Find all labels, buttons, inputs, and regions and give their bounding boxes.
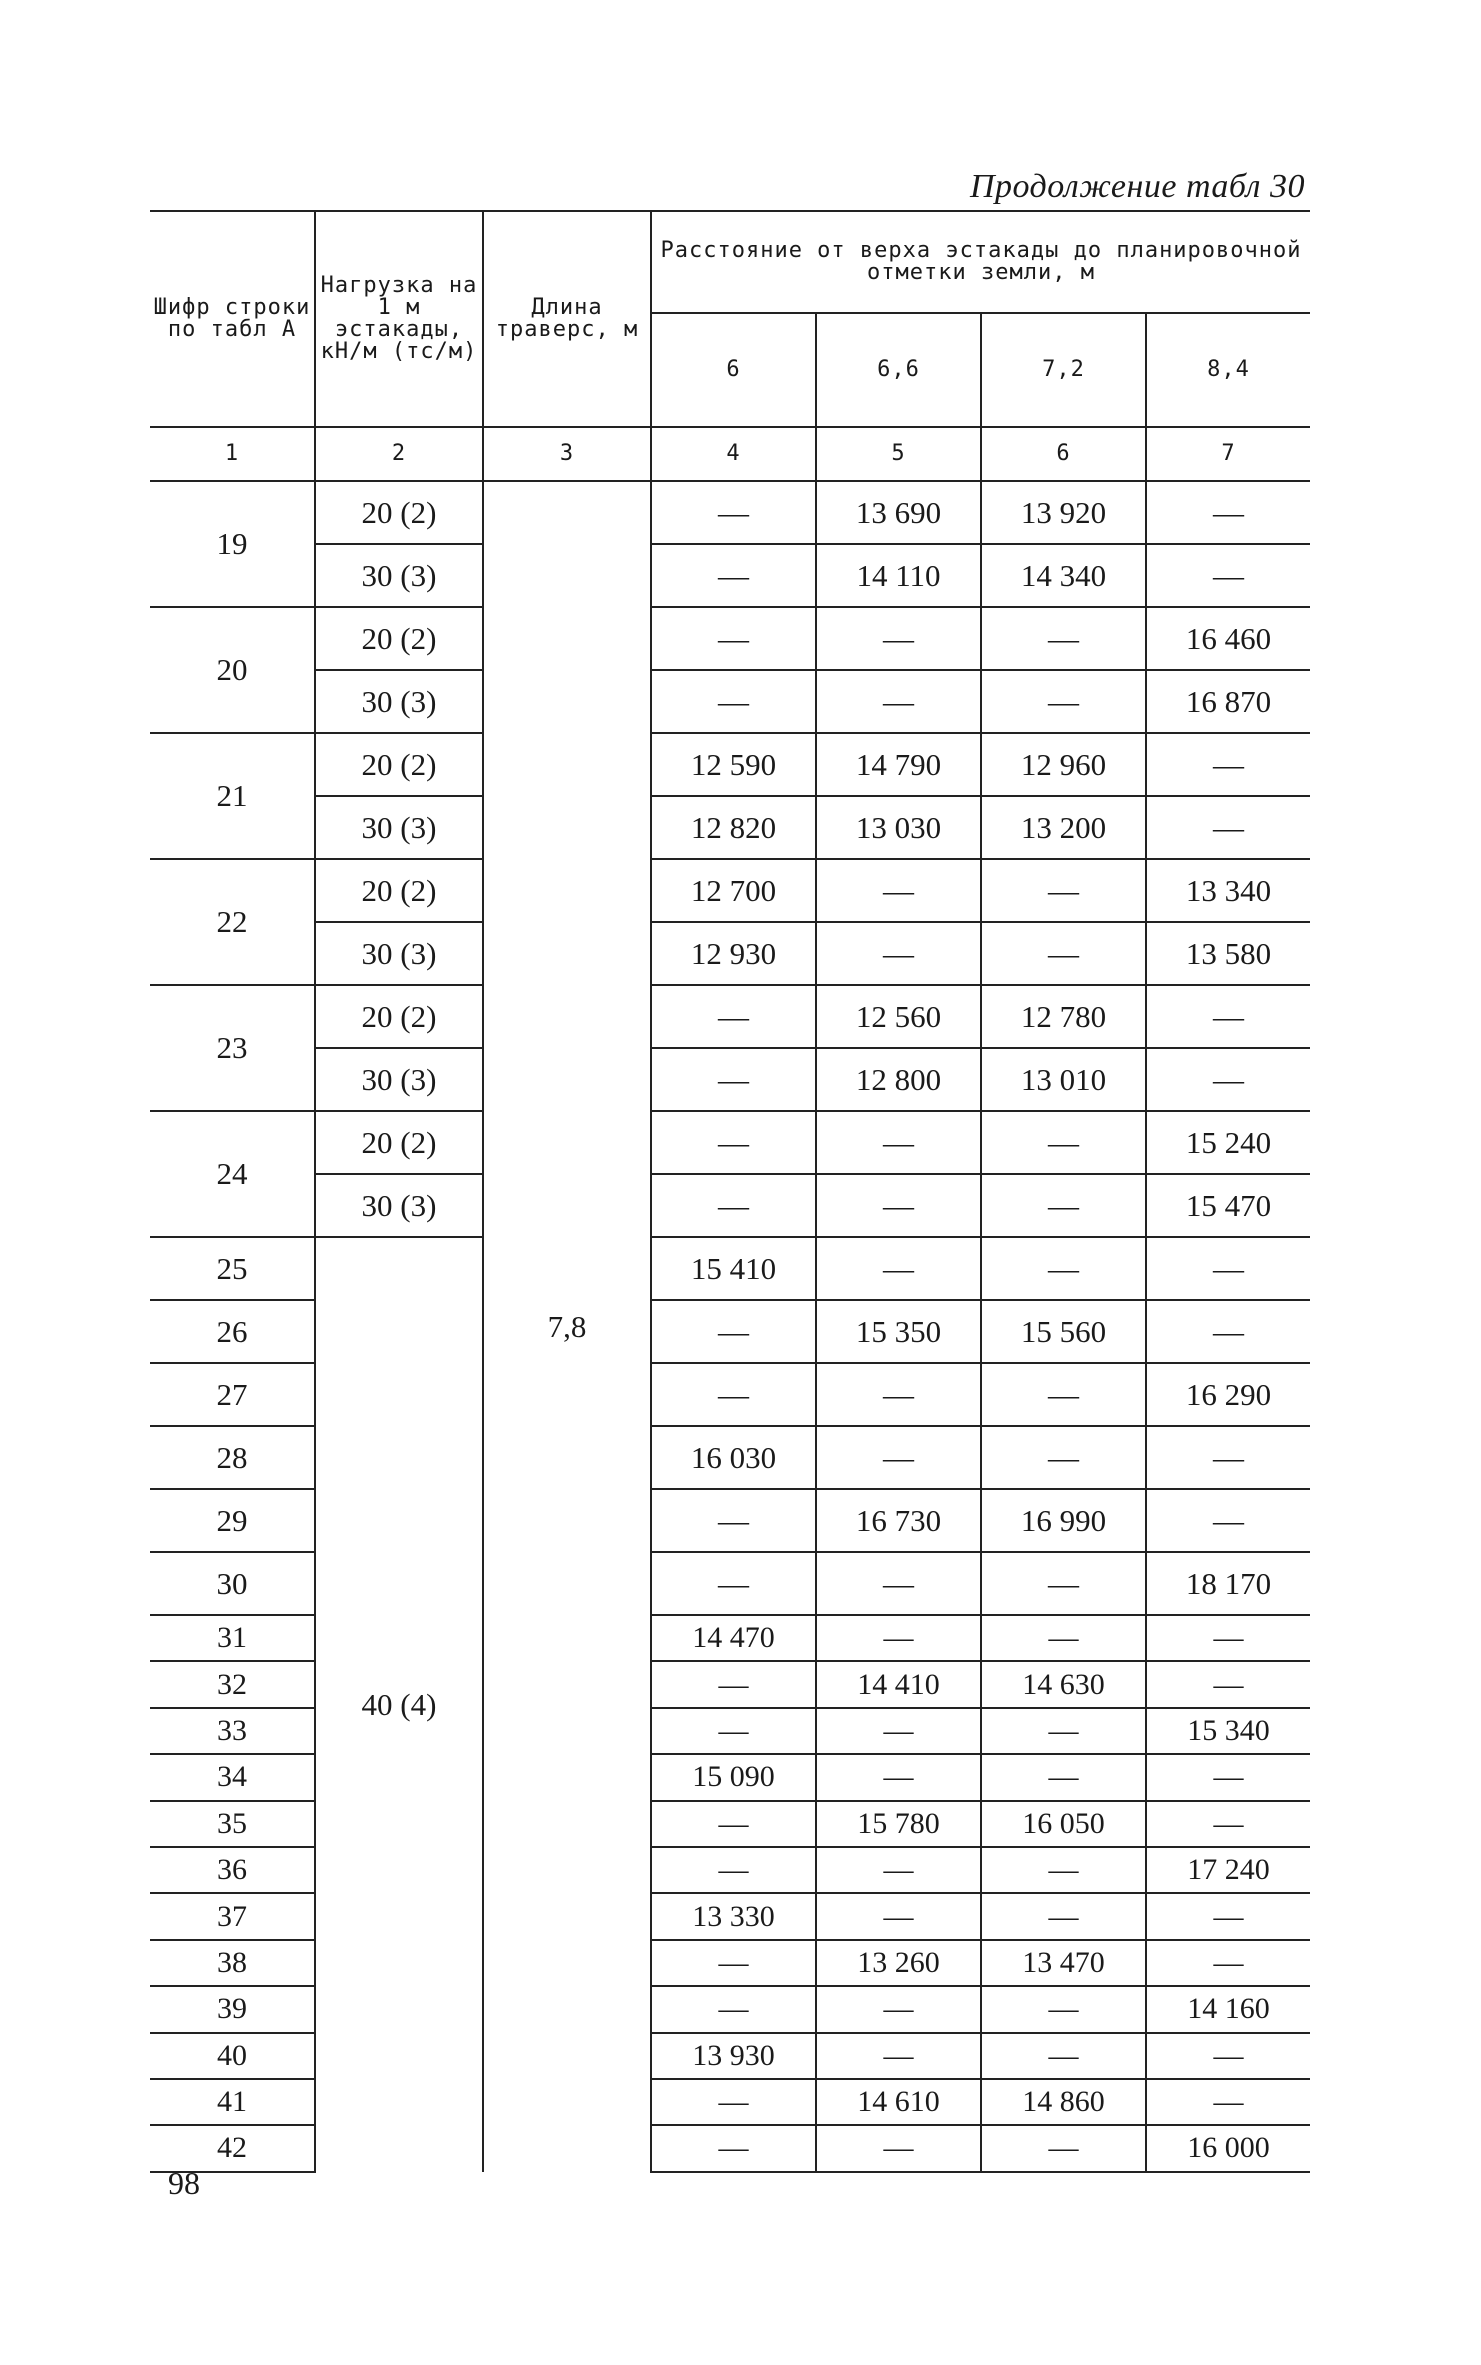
value-cell: — — [1146, 733, 1310, 796]
value-cell: — — [1146, 1940, 1310, 1986]
value-cell: 14 610 — [816, 2079, 981, 2125]
value-cell: — — [816, 1363, 981, 1426]
value-cell: — — [981, 1111, 1146, 1174]
value-cell: — — [1146, 1426, 1310, 1489]
row-code: 32 — [150, 1661, 315, 1707]
value-cell: — — [816, 1552, 981, 1615]
header-distance-8-4: 8,4 — [1146, 313, 1310, 427]
value-cell: — — [816, 1426, 981, 1489]
value-cell: 12 560 — [816, 985, 981, 1048]
value-cell: 12 780 — [981, 985, 1146, 1048]
value-cell: — — [816, 670, 981, 733]
value-cell: 14 110 — [816, 544, 981, 607]
value-cell: 14 410 — [816, 1661, 981, 1707]
value-cell: 15 780 — [816, 1801, 981, 1847]
value-cell: — — [816, 1986, 981, 2032]
common-load-cell: 40 (4) — [315, 1237, 483, 2172]
column-number: 2 — [315, 427, 483, 481]
value-cell: 16 290 — [1146, 1363, 1310, 1426]
value-cell: 16 050 — [981, 1801, 1146, 1847]
value-cell: — — [981, 2033, 1146, 2079]
value-cell: 14 470 — [651, 1615, 816, 1661]
column-number: 5 — [816, 427, 981, 481]
value-cell: — — [816, 1111, 981, 1174]
row-code: 41 — [150, 2079, 315, 2125]
value-cell: 13 030 — [816, 796, 981, 859]
value-cell: — — [981, 1986, 1146, 2032]
value-cell: 12 820 — [651, 796, 816, 859]
value-cell: 16 990 — [981, 1489, 1146, 1552]
load-cell: 20 (2) — [315, 859, 483, 922]
value-cell: — — [816, 2033, 981, 2079]
value-cell: 15 340 — [1146, 1708, 1310, 1754]
value-cell: 12 590 — [651, 733, 816, 796]
value-cell: — — [651, 1048, 816, 1111]
value-cell: — — [651, 481, 816, 544]
value-cell: — — [1146, 1661, 1310, 1707]
load-cell: 30 (3) — [315, 1174, 483, 1237]
value-cell: — — [1146, 1300, 1310, 1363]
value-cell: — — [1146, 1615, 1310, 1661]
table-row — [150, 1174, 1310, 1237]
row-code: 40 — [150, 2033, 315, 2079]
value-cell: — — [816, 1615, 981, 1661]
value-cell: — — [1146, 1754, 1310, 1800]
value-cell: — — [981, 1893, 1146, 1939]
value-cell: — — [816, 1708, 981, 1754]
table-row — [150, 922, 1310, 985]
table-row — [150, 796, 1310, 859]
value-cell: — — [981, 1363, 1146, 1426]
header-code: Шифр строки по табл А — [150, 211, 315, 427]
table-row — [150, 733, 1310, 796]
value-cell: — — [651, 1174, 816, 1237]
header-load: Нагрузка на 1 м эстакады, кН/м (тс/м) — [315, 211, 483, 427]
value-cell: 15 470 — [1146, 1174, 1310, 1237]
value-cell: 14 160 — [1146, 1986, 1310, 2032]
value-cell: 12 800 — [816, 1048, 981, 1111]
row-code: 27 — [150, 1363, 315, 1426]
value-cell: 16 730 — [816, 1489, 981, 1552]
table-row — [150, 481, 1310, 544]
table-row — [150, 859, 1310, 922]
row-code: 34 — [150, 1754, 315, 1800]
value-cell: — — [816, 2125, 981, 2171]
value-cell: 13 330 — [651, 1893, 816, 1939]
load-cell: 30 (3) — [315, 1048, 483, 1111]
value-cell: — — [651, 1363, 816, 1426]
value-cell: — — [651, 1986, 816, 2032]
row-code: 39 — [150, 1986, 315, 2032]
row-code: 31 — [150, 1615, 315, 1661]
row-code: 36 — [150, 1847, 315, 1893]
header-distance-6: 6 — [651, 313, 816, 427]
column-number: 4 — [651, 427, 816, 481]
value-cell: — — [651, 1847, 816, 1893]
value-cell: — — [1146, 1237, 1310, 1300]
table-caption: Продолжение табл 30 — [969, 168, 1305, 205]
load-cell: 20 (2) — [315, 481, 483, 544]
header-distance-group: Расстояние от верха эстакады до планировочной отметки земли, м — [651, 211, 1310, 313]
value-cell: 12 960 — [981, 733, 1146, 796]
load-cell: 30 (3) — [315, 922, 483, 985]
value-cell: 13 010 — [981, 1048, 1146, 1111]
value-cell: — — [981, 2125, 1146, 2171]
value-cell: — — [651, 1552, 816, 1615]
value-cell: — — [651, 670, 816, 733]
value-cell: 16 030 — [651, 1426, 816, 1489]
value-cell: — — [981, 1708, 1146, 1754]
value-cell: — — [1146, 796, 1310, 859]
value-cell: — — [816, 1754, 981, 1800]
row-code: 29 — [150, 1489, 315, 1552]
value-cell: 12 930 — [651, 922, 816, 985]
row-code: 33 — [150, 1708, 315, 1754]
value-cell: — — [651, 544, 816, 607]
row-code: 35 — [150, 1801, 315, 1847]
value-cell: — — [1146, 1489, 1310, 1552]
row-code: 19 — [150, 481, 315, 607]
value-cell: 13 470 — [981, 1940, 1146, 1986]
traverse-length-cell: 7,8 — [483, 481, 651, 2172]
column-number: 1 — [150, 427, 315, 481]
value-cell: — — [651, 2125, 816, 2171]
load-cell: 30 (3) — [315, 670, 483, 733]
row-code: 21 — [150, 733, 315, 859]
row-code: 24 — [150, 1111, 315, 1237]
row-code: 23 — [150, 985, 315, 1111]
table-row — [150, 1111, 1310, 1174]
page-number: 98 — [168, 2165, 200, 2201]
value-cell: — — [981, 859, 1146, 922]
value-cell: — — [816, 1893, 981, 1939]
value-cell: — — [981, 1426, 1146, 1489]
row-code: 42 — [150, 2125, 315, 2171]
row-code: 26 — [150, 1300, 315, 1363]
value-cell: 17 240 — [1146, 1847, 1310, 1893]
value-cell: — — [816, 1174, 981, 1237]
value-cell: 13 200 — [981, 796, 1146, 859]
value-cell: — — [1146, 2033, 1310, 2079]
value-cell: — — [651, 1708, 816, 1754]
value-cell: 14 790 — [816, 733, 981, 796]
value-cell: — — [816, 1847, 981, 1893]
value-cell: — — [816, 859, 981, 922]
value-cell: — — [981, 1754, 1146, 1800]
value-cell: 16 870 — [1146, 670, 1310, 733]
column-number: 7 — [1146, 427, 1310, 481]
load-cell: 20 (2) — [315, 733, 483, 796]
value-cell: 15 560 — [981, 1300, 1146, 1363]
value-cell: 13 690 — [816, 481, 981, 544]
value-cell: 15 350 — [816, 1300, 981, 1363]
value-cell: 13 340 — [1146, 859, 1310, 922]
value-cell: — — [981, 1552, 1146, 1615]
value-cell: — — [816, 922, 981, 985]
header-distance-6-6: 6,6 — [816, 313, 981, 427]
value-cell: 13 920 — [981, 481, 1146, 544]
value-cell: — — [651, 1300, 816, 1363]
row-code: 25 — [150, 1237, 315, 1300]
value-cell: 12 700 — [651, 859, 816, 922]
value-cell: 13 580 — [1146, 922, 1310, 985]
value-cell: — — [981, 1237, 1146, 1300]
value-cell: — — [1146, 1048, 1310, 1111]
column-number: 6 — [981, 427, 1146, 481]
value-cell: 16 000 — [1146, 2125, 1310, 2171]
pile-load-table — [150, 210, 1310, 2173]
value-cell: — — [1146, 985, 1310, 1048]
load-cell: 30 (3) — [315, 544, 483, 607]
value-cell: — — [1146, 481, 1310, 544]
value-cell: 14 340 — [981, 544, 1146, 607]
value-cell: — — [981, 607, 1146, 670]
header-distance-7-2: 7,2 — [981, 313, 1146, 427]
row-code: 22 — [150, 859, 315, 985]
value-cell: 13 930 — [651, 2033, 816, 2079]
table-row — [150, 985, 1310, 1048]
value-cell: 13 260 — [816, 1940, 981, 1986]
value-cell: — — [651, 985, 816, 1048]
value-cell: 18 170 — [1146, 1552, 1310, 1615]
value-cell: — — [1146, 2079, 1310, 2125]
load-cell: 30 (3) — [315, 796, 483, 859]
value-cell: 15 410 — [651, 1237, 816, 1300]
table-row — [150, 1048, 1310, 1111]
value-cell: 14 630 — [981, 1661, 1146, 1707]
value-cell: — — [981, 1174, 1146, 1237]
value-cell: — — [816, 607, 981, 670]
column-number: 3 — [483, 427, 651, 481]
value-cell: — — [981, 670, 1146, 733]
load-cell: 20 (2) — [315, 1111, 483, 1174]
table-row — [150, 544, 1310, 607]
table-row — [150, 670, 1310, 733]
value-cell: — — [981, 922, 1146, 985]
row-code: 28 — [150, 1426, 315, 1489]
value-cell: 15 240 — [1146, 1111, 1310, 1174]
value-cell: — — [1146, 1893, 1310, 1939]
value-cell: — — [651, 2079, 816, 2125]
value-cell: — — [651, 1801, 816, 1847]
value-cell: — — [651, 1940, 816, 1986]
value-cell: — — [651, 1661, 816, 1707]
value-cell: — — [651, 1489, 816, 1552]
value-cell: — — [651, 607, 816, 670]
value-cell: — — [1146, 544, 1310, 607]
value-cell: — — [981, 1847, 1146, 1893]
value-cell: 16 460 — [1146, 607, 1310, 670]
table-row — [150, 1237, 1310, 1300]
value-cell: — — [981, 1615, 1146, 1661]
value-cell: 14 860 — [981, 2079, 1146, 2125]
value-cell: — — [651, 1111, 816, 1174]
value-cell: — — [816, 1237, 981, 1300]
table-row — [150, 607, 1310, 670]
load-cell: 20 (2) — [315, 985, 483, 1048]
load-cell: 20 (2) — [315, 607, 483, 670]
value-cell: — — [1146, 1801, 1310, 1847]
row-code: 20 — [150, 607, 315, 733]
header-traverse-length: Длина траверс, м — [483, 211, 651, 427]
row-code: 30 — [150, 1552, 315, 1615]
row-code: 38 — [150, 1940, 315, 1986]
value-cell: 15 090 — [651, 1754, 816, 1800]
row-code: 37 — [150, 1893, 315, 1939]
